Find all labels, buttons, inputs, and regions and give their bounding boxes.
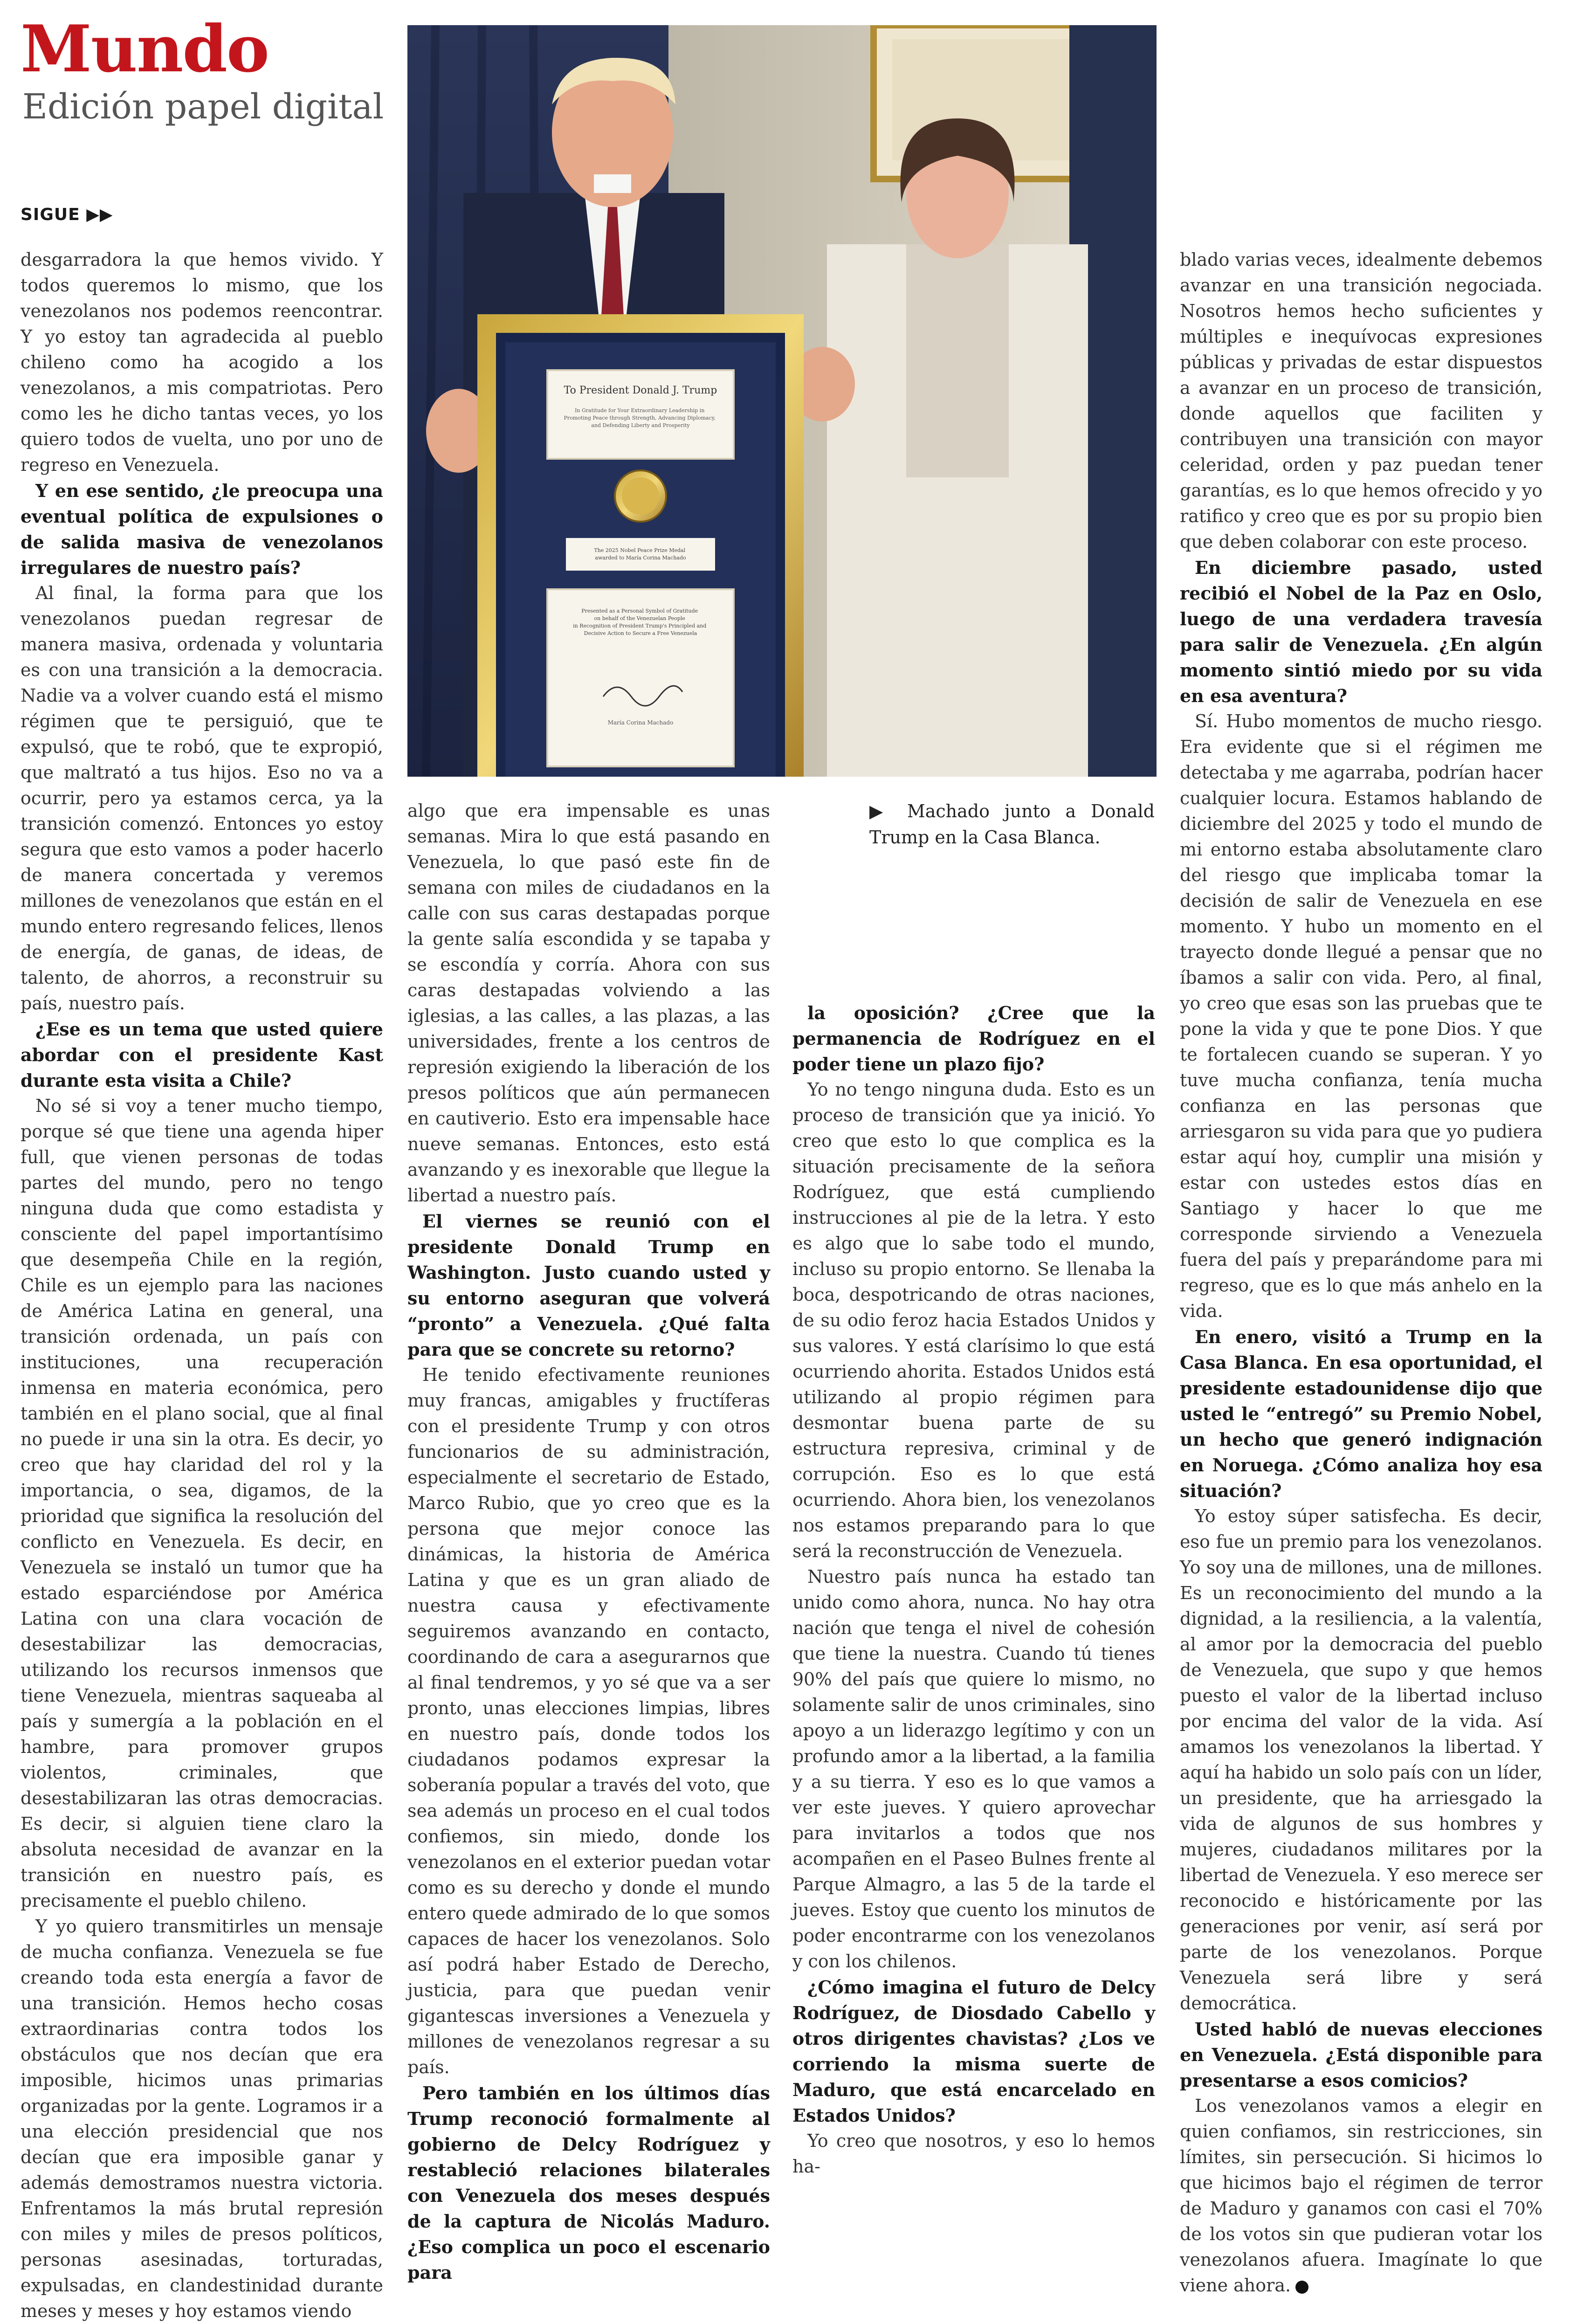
interview-question: Y en ese sentido, ¿le preocupa una eventual política de expulsiones o de salida masiva de venezolanos irregulares de nuestro país? xyxy=(21,480,383,578)
answer-paragraph: Yo no tengo ninguna duda. Esto es un proceso de transición que ya inició. Yo creo que esto lo que complica es la situación precisamente de la señora Rodríguez, que está cumpliendo instrucciones al pie de la letra. Y esto es algo que lo sabe todo el mundo, incluso su propio entorno. Se llenaba la boca, despotricando de otras naciones, de su odio feroz hacia Estados Unidos y sus valores. Y está clarísimo lo que está ocurriendo ahorita. Estados Unidos está utilizando al propio régimen para desmontar buena parte de su estructura represiva, criminal y de corrupción. Eso es lo que está ocurriendo. Ahora bien, los venezolanos nos estamos preparando para lo que será la reconstrucción de Venezuela. xyxy=(792,1079,1155,1561)
photo-caption xyxy=(869,798,1155,850)
section-title: Mundo xyxy=(21,11,269,87)
interview-question: Usted habló de nuevas elecciones en Venezuela. ¿Está disponible para presentarse a esos comicios? xyxy=(1180,2019,1542,2091)
answer-paragraph: Sí. Hubo momentos de mucho riesgo. Era evidente que si el régimen me detectaba y me agarraba, podrían hacer cualquier locura. Estamos hablando de diciembre del 2025 y todo el mundo de mi entorno estaba absolutamente claro del riesgo que implicaba tomar la decisión de salir de Venezuela en ese momento. Y hubo un momento en el trayecto donde llegué a pensar que no íbamos a salir con vida. Pero, al final, yo creo que esas son las pruebas que te pone la vida y que te pone Dios. Y que te fortalecen cuando se superan. Y yo tuve mucha confianza, tenía mucha confianza en las personas que arriesgaron su vida para que yo pudiera estar aquí hoy, cumplir una misión y estar con ustedes estos días en Santiago y hacer lo que me corresponde sirviendo a Venezuela fuera del país y preparándome para mi regreso, que es lo que más anhelo en la vida. xyxy=(1180,711,1542,1321)
article-photo xyxy=(407,25,1157,777)
end-of-article-icon xyxy=(1295,2281,1308,2294)
photo-illustration xyxy=(407,25,1157,777)
answer-paragraph: Los venezolanos vamos a elegir en quien confiamos, sin restricciones, sin límites, sin persecución. Si hicimos lo que hicimos bajo el régimen de terror de Maduro y ganamos con casi el 70% de los votos sin que pudieran votar los venezolanos afuera. Imagínate lo que viene ahora. xyxy=(1180,2096,1542,2296)
answer-paragraph: Al final, la forma para que los venezolanos puedan regresar de manera masiva, ordenada y voluntaria es con una transición a la democracia. Nadie va a volver cuando está el mismo régimen que te persiguió, que te expulsó, que te robó, que te expropió, que maltrató a tus hijos. Eso no va a ocurrir, pero ya estamos cerca, ya la transición comenzó. Entonces yo estoy segura que esto vamos a poder hacerlo de manera concertada y veremos millones de venezolanos que están en el mundo entero regresando felices, llenos de energía, de ganas, de ideas, de talento, de ahorros, a reconstruir su país, nuestro país. xyxy=(21,583,383,1014)
interview-question: El viernes se reunió con el presidente Donald Trump en Washington. Justo cuando usted y su entorno aseguran que volverá “pronto” a Venezuela. ¿Qué falta para que se concrete su retorno? xyxy=(407,1211,770,1360)
answer-paragraph: He tenido efectivamente reuniones muy francas, amigables y fructíferas con el presidente Trump y con otros funcionarios de su administración, especialmente el secretario de Estado, Marco Rubio, que yo creo que es la persona que mejor conoce las dinámicas, la historia de América Latina y que es un gran aliado de nuestra causa y efectivamente seguiremos avanzando en contacto, coordinando de cara a asegurarnos que al final tendremos, y yo sé que va a ser pronto, unas elecciones limpias, libres en nuestro país, donde todos los ciudadanos podamos expresar la soberanía popular a través del voto, que sea además un proceso en el cual todos confiemos, sin miedo, donde los venezolanos en el exterior puedan votar como es su derecho y donde el mundo entero quede admirado de lo que somos capaces de hacer los venezolanos. Solo así podrá haber Estado de Derecho, justicia, para que puedan venir gigantescas inversiones a Venezuela y millones de venezolanos regresar a su país. xyxy=(407,1365,770,2077)
interview-question: Pero también en los últimos días Trump reconoció formalmente al gobierno de Delcy Rodríguez y restableció relaciones bilaterales con Venezuela dos meses después de la captura de Nicolás Maduro. ¿Eso complica un poco el escenario para xyxy=(407,2083,770,2283)
article-column-4 xyxy=(1180,247,1542,2298)
answer-paragraph: algo que era impensable es unas semanas. Mira lo que está pasando en Venezuela, lo que pasó este fin de semana con miles de ciudadanos en la calle con sus caras destapadas porque la gente salía escondida y se tapaba y se escondía y corría. Ahora con sus caras destapadas volviendo a las iglesias, a las calles, a las plazas, a las universidades, frente a los centros de represión exigiendo la liberación de los presos políticos que aún permanecen en cautiverio. Esto era impensable hace nueve semanas. Entonces, esto está avanzando y es inexorable que llegue la libertad a nuestro país. xyxy=(407,800,770,1206)
answer-paragraph: Yo estoy súper satisfecha. Es decir, eso fue un premio para los venezolanos. Yo soy una de millones, una de millones. Es un reconocimiento del mundo a la dignidad, a la resiliencia, a la valentía, al amor por la democracia del pueblo de Venezuela, que supo y que hemos puesto el valor de la libertad incluso por encima del valor de la vida. Así amamos los venezolanos la libertad. Y aquí ha habido un solo país con un líder, un presidente, que ha arriesgado la vida de algunos de sus hombres y mujeres, ciudadanos militares por la libertad de Venezuela. Y eso merece ser reconocido e históricamente por las generaciones por venir, así será por parte de los venezolanos. Porque Venezuela será libre y será democrática. xyxy=(1180,1506,1542,2014)
svg-text:The 2025 Nobel Peace Prize Med: The 2025 Nobel Peace Prize Medal awarded to María Corina Machado xyxy=(594,547,686,561)
answer-paragraph: blado varias veces, idealmente debemos avanzar en una transición negociada. Nosotros hemos hecho suficientes y múltiples e inequívocas expresiones públicas y privadas de estar dispuestos a avanzar en un proceso de transición, donde aquellos que faciliten y contribuyen una transición con mayor celeridad, orden y paz puedan tener garantías, es lo que hemos ofrecido y yo ratifico y creo que es por su propio bien que deben colaborar con este proceso. xyxy=(1180,249,1542,552)
plaque-signature: María Corina Machado xyxy=(607,719,674,726)
interview-question: En enero, visitó a Trump en la Casa Blanca. En esa oportunidad, el presidente estadounidense dijo que usted le “entregó” su Premio Nobel, un hecho que generó indignación en Noruega. ¿Cómo analiza hoy esa situación? xyxy=(1180,1326,1542,1501)
caption-text: Machado junto a Donald Trump en la Casa Blanca. xyxy=(869,801,1155,848)
answer-paragraph: desgarradora la que hemos vivido. Y todos queremos lo mismo, que los venezolanos nos podemos reencontrar. Y yo estoy tan agradecida al pueblo chileno como ha acogido a los venezolanos, a mis compatriotas. Pero como les he dicho tantas veces, yo los quiero todos de vuelta, uno por uno de regreso en Venezuela. xyxy=(21,249,383,475)
interview-question: la oposición? ¿Cree que la permanencia de Rodríguez en el poder tiene un plazo fijo? xyxy=(792,1002,1155,1075)
continues-label: SIGUE ▶▶ xyxy=(21,205,113,224)
caption-arrow-icon: ▶ xyxy=(869,801,907,821)
answer-paragraph: No sé si voy a tener mucho tiempo, porque sé que tiene una agenda hiper full, que vienen personas de todas partes del mundo, pero no tengo ninguna duda que como estadista y consciente del papel importantísimo que desempeña Chile en la región, Chile es un ejemplo para las naciones de América Latina en general, una transición ordenada, un país con instituciones, una recuperación inmensa en materia económica, pero también en el plano social, que al final no puede ir una sin la otra. Es decir, yo creo que hay claridad del rol y la importancia, o sea, digamos, de la prioridad que significa la resolución del conflicto en Venezuela. Es decir, en Venezuela se instaló un tumor que ha estado esparciéndose por América Latina con una clara vocación de desestabilizar las democracias, utilizando los recursos inmensos que tiene Venezuela, mientras saqueaba al país y sumergía a la población en el hambre, para promover grupos violentos, criminales, que desestabilizaran las otras democracias. Es decir, si alguien tiene claro la absoluta necesidad de avanzar en la transición en nuestro país, es precisamente el pueblo chileno. xyxy=(21,1096,383,1911)
interview-question: ¿Ese es un tema que usted quiere abordar con el presidente Kast durante esta visita a Chile? xyxy=(21,1019,383,1091)
article-column-2 xyxy=(407,798,770,2285)
svg-text:Presented as a Personal Symbol: Presented as a Personal Symbol of Gratitude on behalf of the Venezuelan People in Recognition of President Trump's Principled and Decisive Action to Secure a Free Venezuela xyxy=(573,608,707,636)
interview-question: En diciembre pasado, usted recibió el Nobel de la Paz en Oslo, luego de una verdadera travesía para salir de Venezuela. ¿En algún momento sintió miedo por su vida en esa aventura? xyxy=(1180,557,1542,706)
answer-paragraph: Nuestro país nunca ha estado tan unido como ahora, nunca. No hay otra nación que tenga el nivel de cohesión que tiene la nuestra. Cuando tú tienes 90% del país que quiere lo mismo, no solamente salir de unos criminales, sino apoyo a un liderazgo legítimo y con un profundo amor a la libertad, a la familia y a su tierra. Y eso es lo que vamos a ver este jueves. Y quiero aprovechar para invitarlos a todos que nos acompañen en el Paseo Bulnes frente al Parque Almagro, a las 5 de la tarde el jueves. Estoy que cuento los minutos de poder encontrarme con los venezolanos y con los chilenos. xyxy=(792,1566,1155,1972)
interview-question: ¿Cómo imagina el futuro de Delcy Rodríguez, de Diosdado Cabello y otros dirigentes chavistas? ¿Los ve corriendo la misma suerte de Maduro, que está encarcelado en Estados Unidos? xyxy=(792,1977,1155,2126)
answer-paragraph: Y yo quiero transmitirles un mensaje de mucha confianza. Venezuela se fue creando toda esta energía a favor de una transición. Hemos hecho cosas extraordinarias contra todos los obstáculos que nos decían que era imposible, hicimos unas primarias organizadas por la gente. Logramos ir a una elección presidencial que nos decían que era imposible ganar y además demostramos nuestra victoria. Enfrentamos la más brutal represión con miles y miles de presos políticos, personas asesinadas, torturadas, expulsadas, en clandestinidad durante meses y meses y hoy estamos viendo xyxy=(21,1916,383,2321)
plaque-title: To President Donald J. Trump xyxy=(564,385,717,396)
article-column-1 xyxy=(21,247,383,2324)
edition-subtitle: Edición papel digital xyxy=(22,87,384,127)
answer-paragraph: Yo creo que nosotros, y eso lo hemos ha- xyxy=(792,2131,1155,2177)
svg-text:In Gratitude for Your Extraord: In Gratitude for Your Extraordinary Leadership in Promoting Peace through Strength, Advancing Diplomacy, and Defending Liberty and Prosperity xyxy=(564,407,716,428)
article-column-3 xyxy=(792,1000,1155,2179)
